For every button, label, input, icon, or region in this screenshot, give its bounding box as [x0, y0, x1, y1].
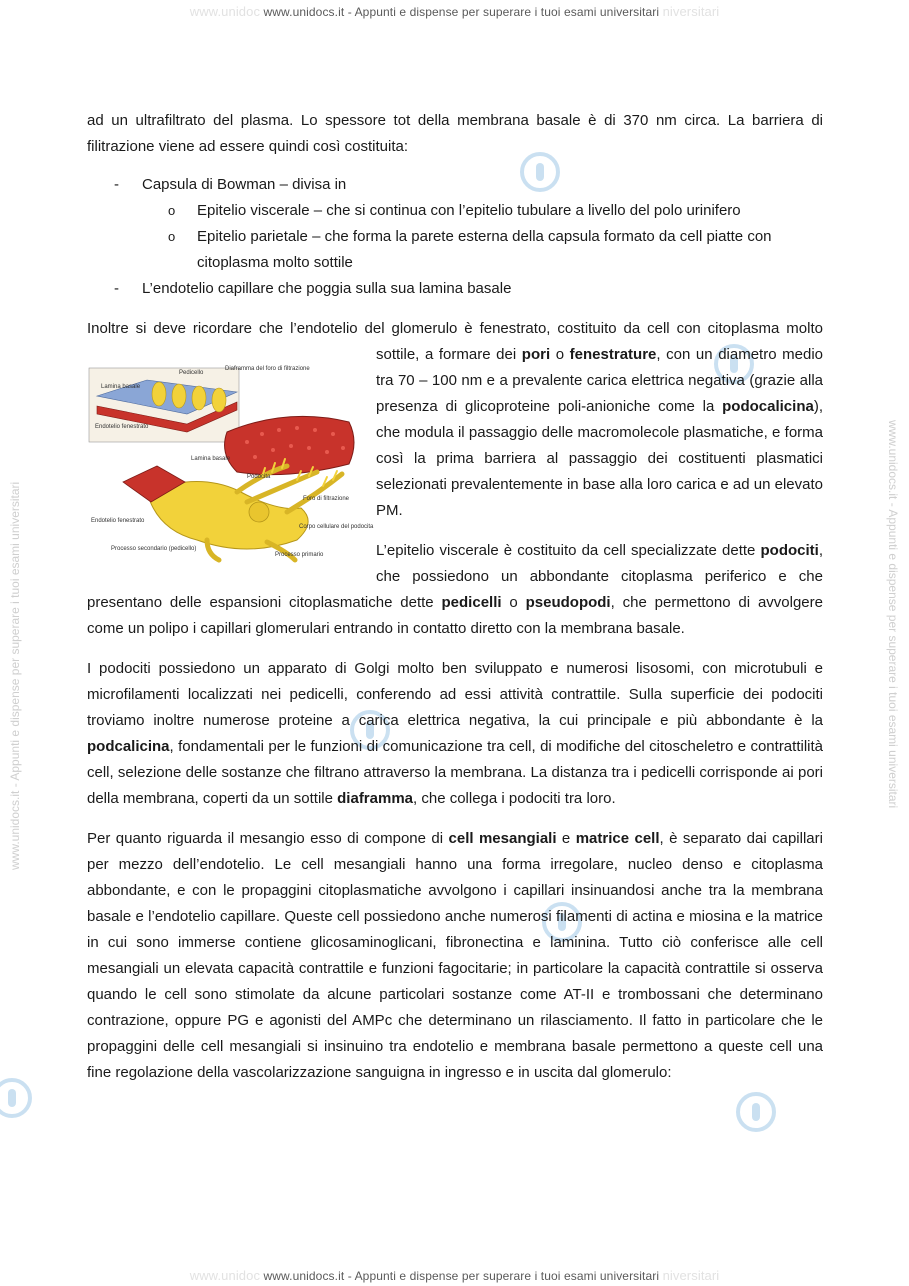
label-podocita: Podocita	[247, 474, 271, 480]
glomerulus-figure	[87, 362, 374, 562]
list-item-text: Capsula di Bowman – divisa in	[142, 176, 347, 193]
label-processo-secondario: Processo secondario (pedicello)	[111, 546, 197, 552]
watermark-ghost-left-bottom: www.unidoc	[189, 1268, 261, 1283]
term-podcalicina: podcalicina	[87, 738, 170, 755]
paragraph-visceral-epithelium: L’epitelio viscerale è costituito da cell specializzate dette podociti, che possiedono un abbondante citoplasma periferico e che presentano delle espansioni citoplasmatiche dette pedicelli o pseudopodi, che permettono di avvolgere come un polipo i capillari glomerulari entrando in contatto diretto con la membrana basale.	[87, 542, 823, 637]
watermark-ghost-right: niversitari	[662, 4, 720, 19]
term-pedicelli: pedicelli	[441, 594, 502, 611]
sub-list	[142, 198, 823, 276]
sub-list-item: o Epitelio viscerale – che si continua con l’epitelio tubulare a livello del polo urinifero	[142, 198, 823, 224]
label-diaframma: Diaframma del foro di filtrazione	[225, 366, 310, 372]
podocyte-illustration	[87, 362, 374, 562]
paragraph-mesangium: Per quanto riguarda il mesangio esso di compone di cell mesangiali e matrice cell, è separato dai capillari per mezzo dell’endotelio. Le cell mesangiali hanno una forma irregolare, nucleo denso e citoplasma abbondante, e con le propaggini citoplasmatiche avvolgono i capillari insinuandosi anche tra la membrana basale e l’endotelio capillare. Queste cell possiedono anche numerosi filamenti di actina e miosina e la matrice in cui sono immerse contiene glicosaminoglicani, fibronectina e laminina. Tutto ciò conferisce alle cell mesangiali un elevata capacità contrattile e funzioni fagocitarie; in particolare la capacità contrattile si osserva quando le cell sono stimolate da alcune particolari sostanze come AT-II e trombossani che determinano contrazione, oppure PG e agonisti del AMPc che determinano un rilasciamento. Il fatto in particolare che le propaggini delle cell mesangiali si insinuino tra endotelio e membrana basale permettono a queste cell una fine regolazione della vascolarizzazione sanguigna in ingresso e in uscita dal glomerulo:	[87, 830, 823, 1081]
watermark-ghost-left: www.unidoc	[189, 4, 261, 19]
term-podociti: podociti	[760, 542, 819, 559]
podocyte-nucleus-shape	[249, 502, 269, 522]
watermark-header-text: www.unidocs.it - Appunti e dispense per superare i tuoi esami universitari	[263, 5, 660, 19]
sub-list-item: o Epitelio parietale – che forma la parete esterna della capsula formato da cell piatte con citoplasma molto sottile	[142, 224, 823, 276]
watermark-side-right: www.unidocs.it - Appunti e dispense per superare i tuoi esami universitari	[886, 420, 900, 809]
label-corpo: Corpo cellulare del podocita	[299, 524, 374, 530]
term-diaframma: diaframma	[337, 790, 414, 807]
podocyte-body-shape	[147, 481, 308, 549]
unidocs-logo-icon	[734, 1090, 778, 1134]
label-pedicello: Pedicello	[179, 370, 204, 376]
watermark-ghost-right-bottom: niversitari	[662, 1268, 720, 1283]
label-endotelio: Endotelio fenestrato	[95, 424, 149, 430]
list-item: - L’endotelio capillare che poggia sulla sua lamina basale	[87, 276, 823, 302]
paragraph-podocytes: I podociti possiedono un apparato di Golgi molto ben sviluppato e numerosi lisosomi, con microtubuli e microfilamenti localizzati nei pedicelli, conferendo ad essi attività contrattile. Sulla superficie dei podociti troviamo inoltre numerose proteine a carica elettrica negativa, la cui principale e più abbondante è la podcalicina, fondamentali per le funzioni di comunicazione tra cell, di modifiche del citoscheletro e contrattilità cell, selezione delle sostanze che filtrano attraverso la membrana. La distanza tra i pedicelli corrisponde ai pori della membrana, coperti da un sottile diaframma, che collega i podociti tra loro.	[87, 660, 823, 807]
term-cell-mesangiali: cell mesangiali	[448, 830, 557, 847]
term-matrice-cell: matrice cell	[575, 830, 660, 847]
barrier-list	[87, 172, 823, 302]
label-foro: Foro di filtrazione	[303, 496, 350, 502]
unidocs-logo-icon	[0, 1076, 34, 1120]
intro-paragraph: ad un ultrafiltrato del plasma. Lo spessore tot della membrana basale è di 370 nm circa. La barriera di filitrazione viene ad essere quindi così costituita:	[87, 112, 823, 155]
term-pori: pori	[521, 346, 551, 363]
list-item	[87, 172, 823, 276]
watermark-side-left: www.unidocs.it - Appunti e dispense per superare i tuoi esami universitari	[8, 481, 22, 870]
watermark-footer	[0, 1268, 909, 1283]
term-podocalicina: podocalicina	[722, 398, 814, 415]
paragraph-endothelium: Inoltre si deve ricordare che l’endotelio del glomerulo è fenestrato, costituito da cell con citoplasma molto sottile, a formare dei pori o fenestrature Lamina basale Pedicello Diaframma del foro di filtrazione Endotelio fenestrato Lamina basale Podocita Foro di filtrazione Corpo cellulare del podocita Endotelio fenestrato Processo secondario (pedicello) Processo primario , con un diametro medio tra 70 – 100 nm e a prevalente carica elettrica negativa (grazie alla presenza di glicoproteine poli-anioniche come la podocalicina), che modula il passaggio delle macromolecole plasmatiche, e forma così la prima barriera al passaggio dei costituenti plasmatici selezionati prevalentemente in base alla loro carica e ad un elevato PM.	[87, 316, 823, 524]
term-fenestrature: fenestrature	[569, 346, 657, 363]
label-lamina-basale-2: Lamina basale	[191, 456, 231, 462]
label-processo-primario: Processo primario	[275, 552, 324, 558]
document-body	[87, 108, 823, 1086]
label-lamina-basale: Lamina basale	[101, 384, 141, 390]
watermark-footer-text: www.unidocs.it - Appunti e dispense per superare i tuoi esami universitari	[263, 1269, 660, 1283]
watermark-header	[0, 4, 909, 19]
term-pseudopodi: pseudopodi	[525, 594, 611, 611]
label-endotelio-2: Endotelio fenestrato	[91, 518, 145, 524]
